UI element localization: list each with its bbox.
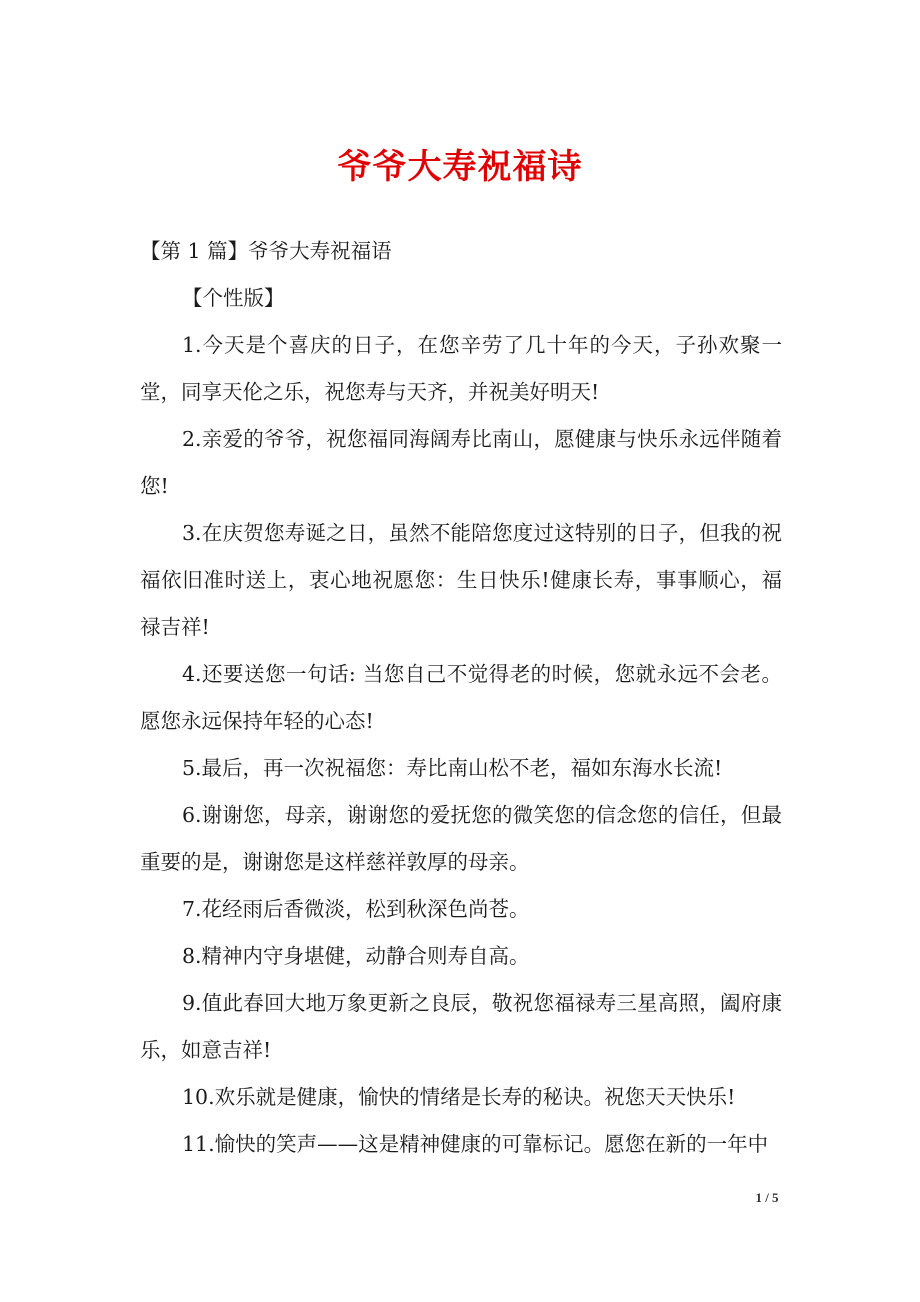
paragraph-1: 1.今天是个喜庆的日子，在您辛劳了几十年的今天，子孙欢聚一堂，同享天伦之乐，祝您寿与天齐，并祝美好明天! <box>140 333 782 404</box>
subheading: 【个性版】 <box>182 286 285 310</box>
paragraph-7: 7.花经雨后香微淡，松到秋深色尚苍。 <box>182 897 530 921</box>
paragraph-3: 3.在庆贺您寿诞之日，虽然不能陪您度过这特别的日子，但我的祝福依旧准时送上，衷心地祝愿您：生日快乐!健康长寿，事事顺心，福禄吉祥! <box>140 521 782 639</box>
paragraph-9: 9.值此春回大地万象更新之良辰，敬祝您福禄寿三星高照，阖府康乐，如意吉祥! <box>140 991 782 1062</box>
page-number: 1 / 5 <box>755 1190 779 1205</box>
document-body <box>140 228 782 1168</box>
paragraph-4: 4.还要送您一句话: 当您自己不觉得老的时候，您就永远不会老。愿您永远保持年轻的心态! <box>140 662 782 733</box>
paragraph-2: 2.亲爱的爷爷，祝您福同海阔寿比南山，愿健康与快乐永远伴随着您! <box>140 427 782 498</box>
document-title: 爷爷大寿祝福诗 <box>337 147 583 187</box>
paragraph-11: 11.愉快的笑声——这是精神健康的可靠标记。愿您在新的一年中 <box>182 1132 769 1156</box>
section-heading: 【第 1 篇】爷爷大寿祝福语 <box>140 239 392 263</box>
paragraph-8: 8.精神内守身堪健，动静合则寿自高。 <box>182 944 530 968</box>
paragraph-10: 10.欢乐就是健康，愉快的情绪是长寿的秘诀。祝您天天快乐! <box>182 1085 736 1109</box>
paragraph-6: 6.谢谢您，母亲，谢谢您的爱抚您的微笑您的信念您的信任，但最重要的是，谢谢您是这样慈祥敦厚的母亲。 <box>140 803 782 874</box>
paragraph-5: 5.最后，再一次祝福您：寿比南山松不老，福如东海水长流! <box>182 756 723 780</box>
